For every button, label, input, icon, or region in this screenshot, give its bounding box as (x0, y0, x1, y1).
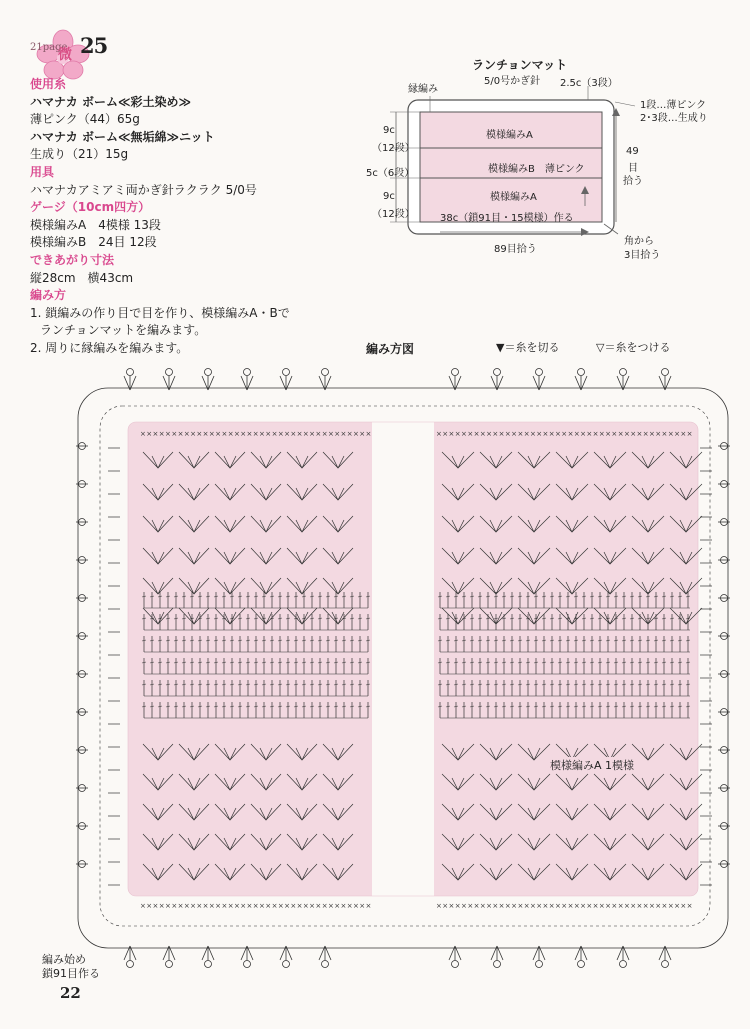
mat-title: ランチョンマット (472, 58, 568, 72)
row-note-2: 2･3段…生成り (640, 113, 708, 124)
dim-bot-rows: （12段） (372, 209, 415, 220)
chart-gap (372, 422, 434, 896)
top-picot-right (491, 369, 503, 391)
dim-mid: 5c（6段） (366, 168, 415, 179)
bottom-picot-right (575, 946, 587, 968)
yarn2-detail: 生成り（21）15g (30, 147, 129, 162)
gauge-heading: ゲージ（10cm四方） (30, 200, 151, 215)
top-picot-left (319, 369, 331, 391)
dim-top-rows: （12段） (372, 143, 415, 154)
cut-icon: ▼ (496, 341, 505, 354)
step-2: 2. 周りに縁編みを編みます。 (30, 340, 189, 355)
bottom-picot-right (659, 946, 671, 968)
bottom-picot-left (163, 946, 175, 968)
corner-pick-a: 角から (624, 236, 654, 247)
gauge-a: 模様編みA 4模様 13段 (30, 217, 161, 232)
right-pick-a: 49 (626, 146, 639, 157)
mat-hook: 5/0号かぎ針 (484, 76, 541, 87)
top-picot-left (163, 369, 175, 391)
yarn1-name: ハマナカ ボーム≪彩土染め≫ (30, 94, 192, 109)
pattern-b-row-left (142, 636, 370, 652)
chart-title: 編み方図 (366, 342, 415, 356)
step-1a: 1. 鎖編みの作り目で目を作り、模様編みA・Bで (30, 305, 290, 320)
yarn-heading: 使用糸 (30, 77, 67, 91)
section-a-bottom: 模様編みA (490, 192, 537, 203)
bottom-picot-left (280, 946, 292, 968)
section-a-top: 模様編みA (486, 130, 533, 141)
pattern-number: 25 (80, 33, 108, 58)
bottom-picot-right (449, 946, 461, 968)
right-pick-b: 目 (628, 163, 638, 174)
crochet-chart (60, 356, 750, 981)
materials-info (30, 76, 360, 358)
edge-label: 縁編み (408, 84, 438, 95)
chain-label: 38c（鎖91目・15模様）作る (440, 213, 574, 224)
size-heading: できあがり寸法 (30, 252, 115, 267)
right-pick-c: 拾う (623, 176, 643, 187)
section-b: 模様編みB 薄ピンク (488, 164, 585, 175)
page-number: 22 (60, 984, 81, 1002)
pattern-b-row-left (142, 614, 370, 630)
join-icon: ▽ (596, 341, 605, 354)
edge-width: 2.5c（3段） (560, 78, 618, 89)
pattern-repeat-label: 模様編みA 1模様 (550, 759, 635, 772)
size-detail: 縦28cm 横43cm (30, 270, 134, 285)
top-picot-right (449, 369, 461, 391)
dim-bot-cm: 9c (383, 191, 395, 202)
bottom-picot-left (241, 946, 253, 968)
bottom-picot-right (491, 946, 503, 968)
pattern-b-row-left (142, 680, 370, 696)
top-picot-right (533, 369, 545, 391)
bottom-picot-left (124, 946, 136, 968)
top-picot-left (124, 369, 136, 391)
dim-top-cm: 9c (383, 125, 395, 136)
corner-pick-b: 3目拾う (624, 250, 661, 261)
yarn1-detail: 薄ピンク（44）65g (30, 112, 140, 127)
top-picot-left (202, 369, 214, 391)
bottom-pick: 89目拾う (494, 244, 537, 255)
start-label-a: 編み始め (42, 953, 86, 966)
top-picot-right (575, 369, 587, 391)
sc-row-bottom-left: ××××××××××××××××××××××××××××××××××××× (140, 902, 372, 910)
sc-row-top-right: ××××××××××××××××××××××××××××××××××××××××× (436, 430, 693, 438)
top-picot-right (659, 369, 671, 391)
badge-kanji: 微 (58, 47, 72, 63)
page-ref: 21page (30, 42, 68, 53)
bottom-picot-left (202, 946, 214, 968)
pattern-b-row-left (142, 592, 370, 608)
yarn2-name: ハマナカ ボーム≪無垢綿≫ニット (30, 129, 215, 144)
sc-row-top-left: ××××××××××××××××××××××××××××××××××××× (140, 430, 372, 438)
pattern-b-row-left (142, 702, 370, 718)
bottom-picot-right (617, 946, 629, 968)
bottom-picot-right (533, 946, 545, 968)
top-picot-right (617, 369, 629, 391)
bottom-picot-left (319, 946, 331, 968)
gauge-b: 模様編みB 24目 12段 (30, 235, 157, 250)
row-note-1: 1段…薄ピンク (640, 100, 707, 111)
start-label-b: 鎖91目作る (42, 967, 100, 980)
top-picot-left (241, 369, 253, 391)
method-heading: 編み方 (30, 288, 67, 303)
tools-heading: 用具 (30, 164, 55, 179)
legend-join: ▽＝糸をつける (596, 341, 671, 354)
sc-row-bottom-right: ××××××××××××××××××××××××××××××××××××××××× (436, 902, 693, 910)
top-picot-left (280, 369, 292, 391)
pattern-b-row-left (142, 658, 370, 674)
legend-cut: ▼＝糸を切る (496, 341, 560, 354)
step-1b: ランチョンマットを編みます。 (40, 323, 207, 338)
tools-detail: ハマナカアミアミ両かぎ針ラクラク 5/0号 (30, 182, 257, 197)
